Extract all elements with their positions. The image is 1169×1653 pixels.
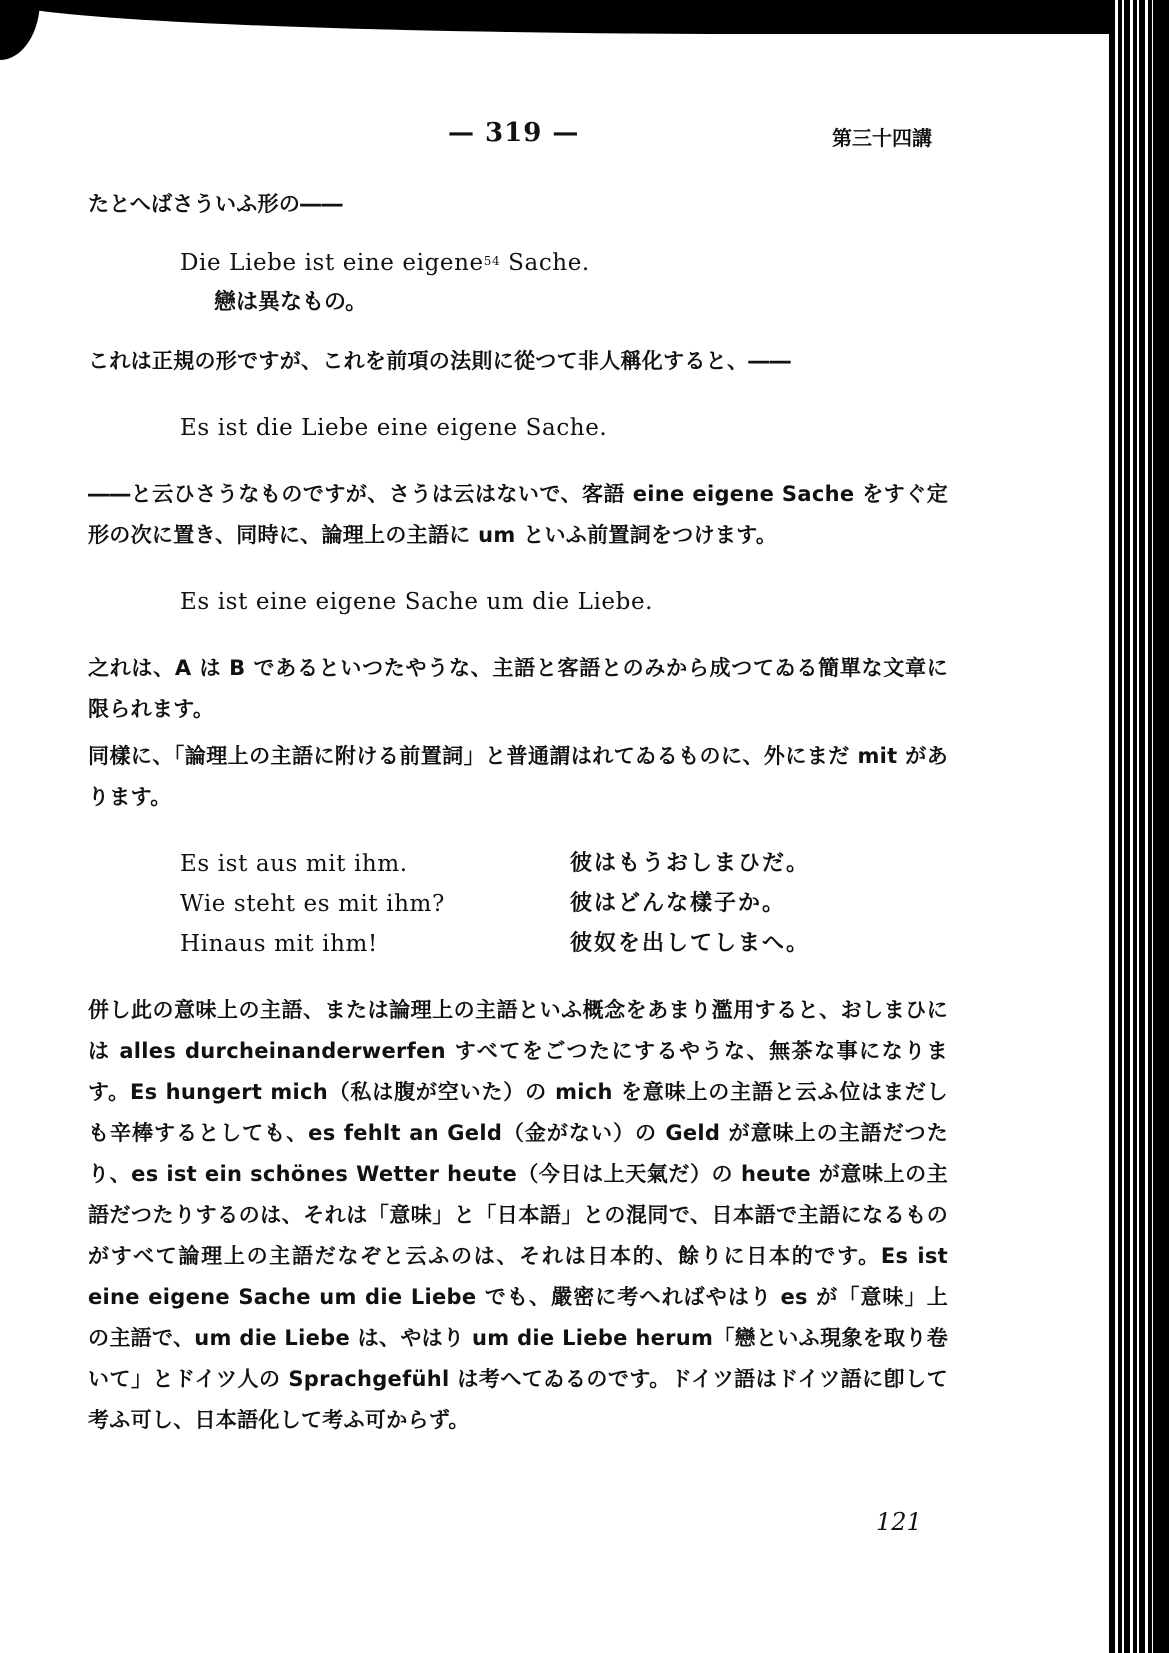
page-body [88, 184, 948, 1441]
scan-top-shadow [0, 0, 1110, 34]
paragraph-limit: 之れは、A は B であるといつたやうな、主語と客語とのみから成つてゐる簡單な文章に限られます。 [88, 656, 948, 721]
paragraph-um-rule: ――と云ひさうなものですが、さうは云はないで、客語 eine eigene Sache をすぐ定形の次に置き、同時に、論理上の主語に um といふ前置詞をつけます。 [88, 482, 948, 547]
example-german-1-end: Sache. [500, 250, 590, 276]
pair-japanese: 彼はもうおしまひだ。 [570, 851, 811, 876]
example-pair-row [180, 844, 948, 884]
paragraph-mit: 同樣に、「論理上の主語に附ける前置詞」と普通謂はれてゐるものに、外にまだ mit があります。 [88, 744, 948, 809]
pair-german: Es ist aus mit ihm. [180, 851, 408, 877]
footnote-marker: 54 [483, 254, 501, 268]
page-number: — 319 — [448, 118, 580, 148]
pair-german: Hinaus mit ihm! [180, 931, 378, 957]
example-german-1 [88, 243, 948, 283]
scan-corner-shadow [0, 0, 40, 60]
folio-number: 121 [876, 1508, 922, 1536]
paragraph-intro: たとへばさういふ形の―― [88, 192, 343, 216]
example-pairs [88, 844, 948, 964]
scan-binding-edge-dark [1153, 0, 1169, 1653]
example-pair-row [180, 884, 948, 924]
pair-japanese: 彼はどんな樣子か。 [570, 891, 787, 916]
example-japanese-1: 戀は異なもの。 [214, 290, 368, 315]
paragraph-impersonal: これは正規の形ですが、これを前項の法則に從つて非人稱化すると、―― [88, 349, 791, 373]
paragraph-caution: 併し此の意味上の主語、または論理上の主語といふ概念をあまり濫用すると、おしまひには alles durcheinanderwerfen すべてをごつたにするやうな、無茶な事になります。Es hungert mich（私は腹が空いた）の mich を意味上の主語と云ふ位はまだしも辛棒するとしても、es fehlt an Geld（金がない）の Geld が意味上の主語だつたり、es ist ein schönes Wetter heute（今日は上天氣だ）の heute が意味上の主語だつたりするのは、それは「意味」と「日本語」との混同で、日本語で主語になるものがすべて論理上の主語だなぞと云ふのは、それは日本的、餘りに日本的です。Es ist eine eigene Sache um die Liebe でも、嚴密に考へればやはり es が「意味」上の主語で、um die Liebe は、やはり um die Liebe herum「戀といふ現象を取り卷いて」とドイツ人の Sprachgefühl は考へてゐるのです。ドイツ語はドイツ語に卽して考ふ可し、日本語化して考ふ可からず。 [88, 998, 948, 1432]
running-header [0, 118, 1169, 158]
example-german-3: Es ist eine eigene Sache um die Liebe. [180, 589, 654, 615]
pair-german: Wie steht es mit ihm? [180, 891, 445, 917]
example-pair-row [180, 924, 948, 964]
example-german-1-text: Die Liebe ist eine eigene [180, 250, 484, 276]
pair-japanese: 彼奴を出してしまへ。 [570, 931, 811, 956]
chapter-label: 第三十四講 [832, 126, 932, 150]
example-german-2: Es ist die Liebe eine eigene Sache. [180, 415, 608, 441]
